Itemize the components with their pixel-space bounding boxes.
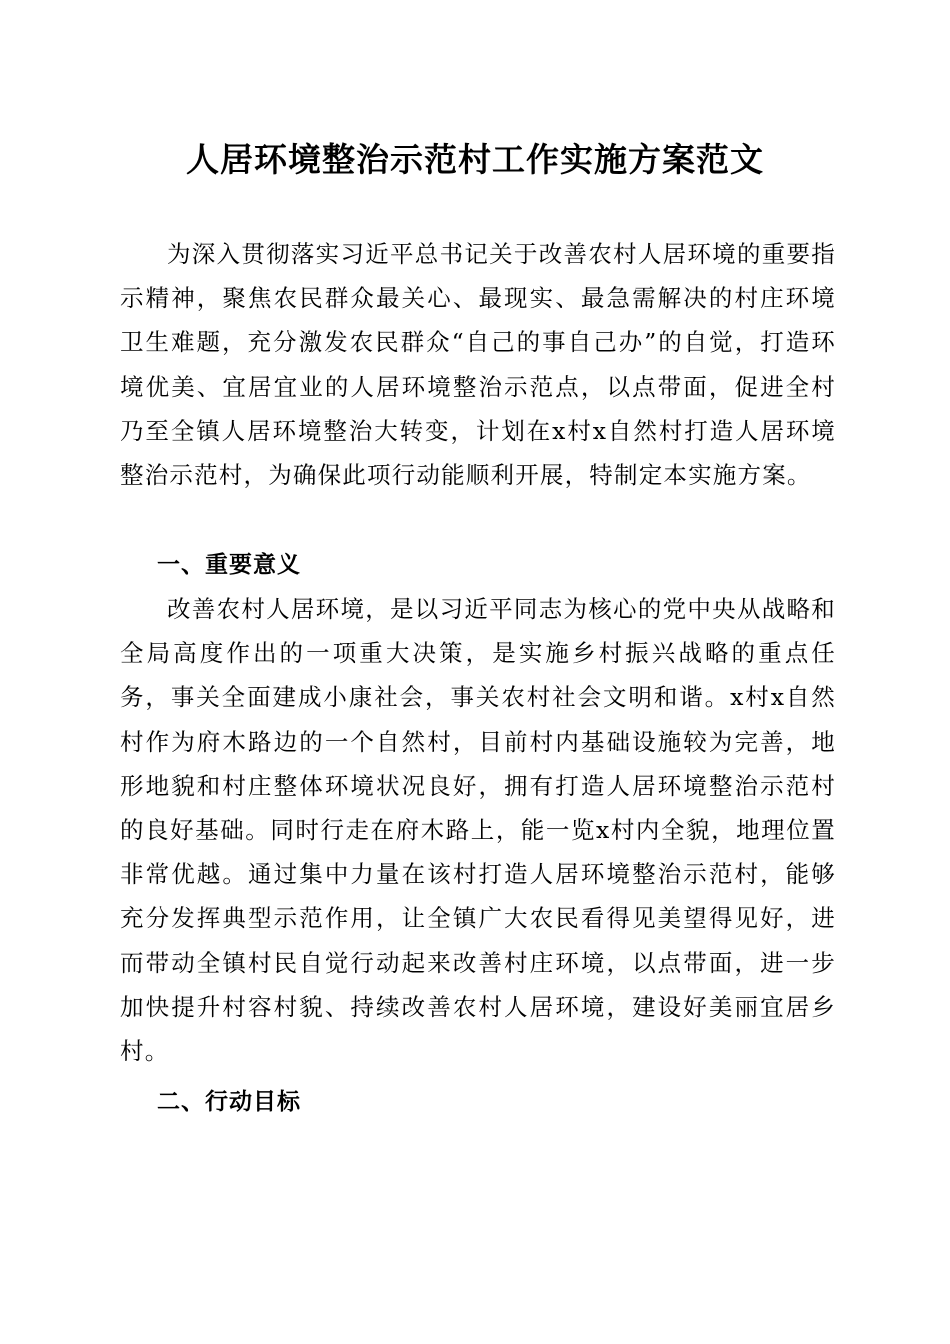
intro-block	[120, 232, 836, 497]
intro-paragraph: 为深入贯彻落实习近平总书记关于改善农村人居环境的重要指示精神，聚焦农民群众最关心、最现实、最急需解决的村庄环境卫生难题，充分激发农民群众“自己的事自己办”的自觉，打造环境优美、宜居宜业的人居环境整治示范点，以点带面，促进全村乃至全镇人居环境整治大转变，计划在x村x自然村打造人居环境整治示范村，为确保此项行动能顺利开展，特制定本实施方案。	[120, 240, 836, 490]
section-heading-goals: 二、行动目标	[157, 1089, 301, 1115]
significance-block	[120, 587, 836, 1073]
document-title: 人居环境整治示范村工作实施方案范文	[186, 140, 764, 179]
section-heading-significance: 一、重要意义	[157, 552, 301, 578]
significance-paragraph: 改善农村人居环境，是以习近平同志为核心的党中央从战略和全局高度作出的一项重大决策，是实施乡村振兴战略的重点任务，事关全面建成小康社会，事关农村社会文明和谐。x村x自然村作为府木路边的一个自然村，目前村内基础设施较为完善，地形地貌和村庄整体环境状况良好，拥有打造人居环境整治示范村的良好基础。同时行走在府木路上，能一览x村内全貌，地理位置非常优越。通过集中力量在该村打造人居环境整治示范村，能够充分发挥典型示范作用，让全镇广大农民看得见美望得见好，进而带动全镇村民自觉行动起来改善村庄环境，以点带面，进一步加快提升村容村貌、持续改善农村人居环境，建设好美丽宜居乡村。	[120, 595, 836, 1066]
